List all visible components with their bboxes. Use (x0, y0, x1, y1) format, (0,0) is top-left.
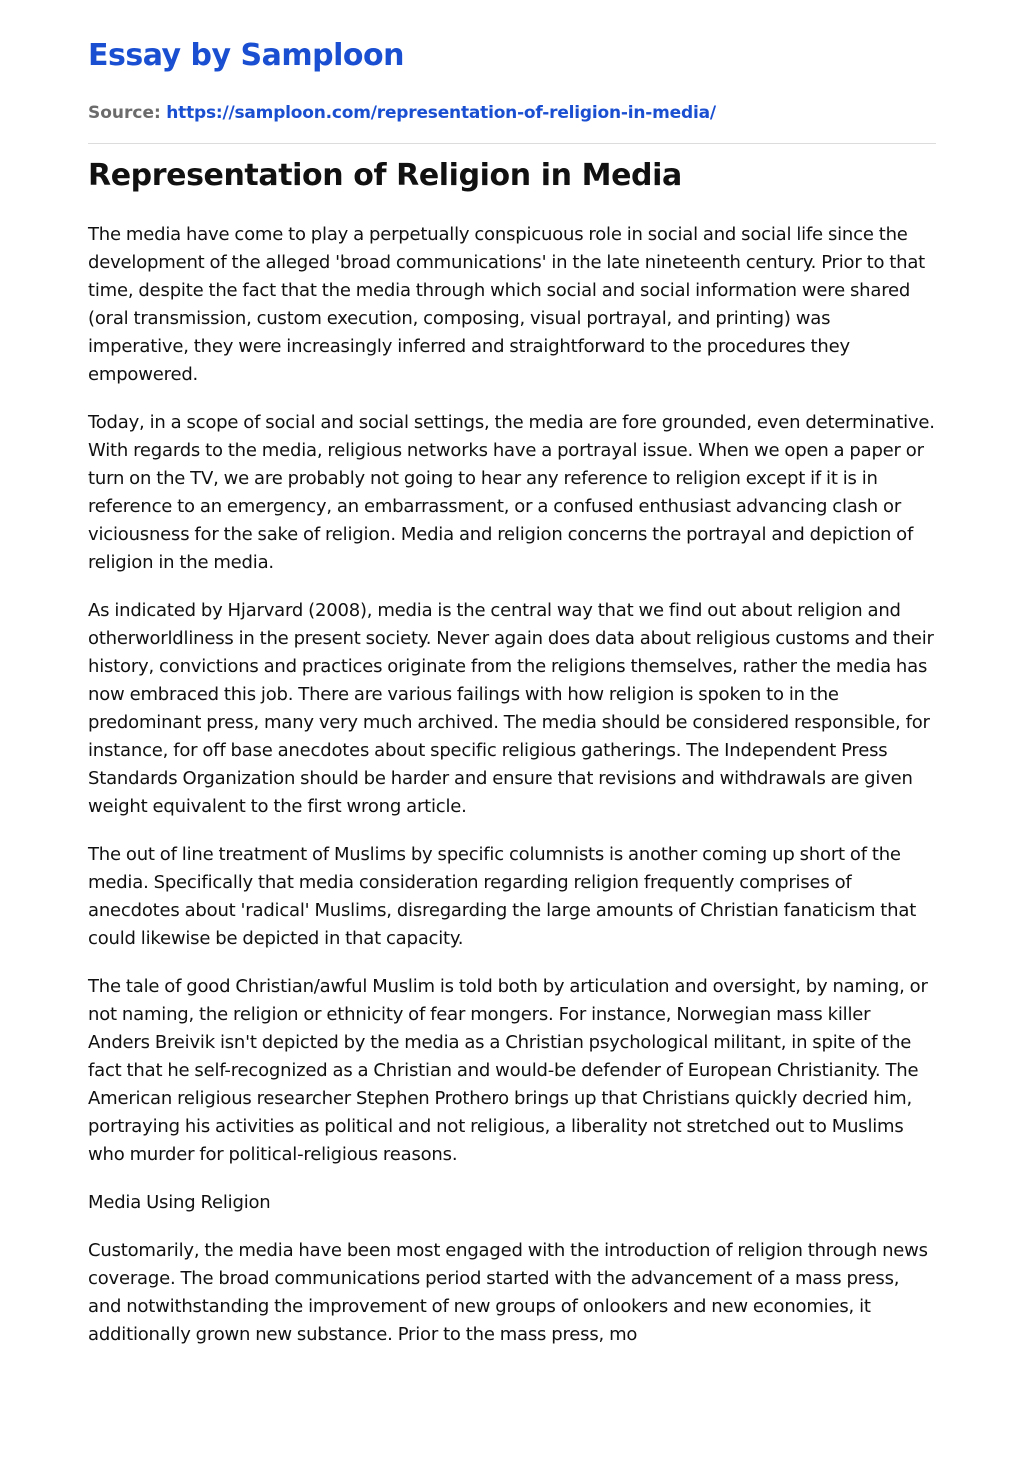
header-divider (88, 143, 936, 144)
section-subheading: Media Using Religion (88, 1192, 271, 1213)
site-brand-heading: Essay by Samploon (88, 38, 404, 73)
source-label: Source: (88, 103, 161, 123)
paragraph: As indicated by Hjarvard (2008), media is the central way that we find out about religion and otherworldliness in the present society. Never again does data about religious customs and their history, convictions and practices originate from the religions themselves, rather the media has now embraced this job. There are various failings with how religion is spoken to in the predominant press, many very much archived. The media should be considered responsible, for instance, for off base anecdotes about specific religious gatherings. The Independent Press Standards Organization should be harder and ensure that revisions and withdrawals are given weight equivalent to the first wrong article. (88, 600, 934, 817)
article-title: Representation of Religion in Media (88, 158, 682, 193)
article-body (88, 221, 936, 1369)
paragraph: Customarily, the media have been most engaged with the introduction of religion through news coverage. The broad communications period started with the advancement of a mass press, and notwithstanding the improvement of new groups of onlookers and new economies, it additionally grown new substance. Prior to the mass press, mo (88, 1240, 928, 1345)
paragraph: The media have come to play a perpetually conspicuous role in social and social life since the development of the alleged 'broad communications' in the late nineteenth century. Prior to that time, despite the fact that the media through which social and social information were shared (oral transmission, custom execution, composing, visual portrayal, and printing) was imperative, they were increasingly inferred and straightforward to the procedures they empowered. (88, 224, 926, 385)
paragraph: Today, in a scope of social and social settings, the media are fore grounded, even determinative. With regards to the media, religious networks have a portrayal issue. When we open a paper or turn on the TV, we are probably not going to hear any reference to religion except if it is in reference to an emergency, an embarrassment, or a confused enthusiast advancing clash or viciousness for the sake of religion. Media and religion concerns the portrayal and depiction of religion in the media. (88, 412, 935, 573)
source-link[interactable]: https://samploon.com/representation-of-religion-in-media/ (166, 103, 716, 123)
paragraph: The tale of good Christian/awful Muslim is told both by articulation and oversight, by naming, or not naming, the religion or ethnicity of fear mongers. For instance, Norwegian mass killer Anders Breivik isn't depicted by the media as a Christian psychological militant, in spite of the fact that he self-recognized as a Christian and would-be defender of European Christianity. The American religious researcher Stephen Prothero brings up that Christians quickly decried him, portraying his activities as political and not religious, a liberality not stretched out to Muslims who murder for political-religious reasons. (88, 976, 928, 1165)
source-line (88, 101, 716, 125)
paragraph: The out of line treatment of Muslims by specific columnists is another coming up short of the media. Specifically that media consideration regarding religion frequently comprises of anecdotes about 'radical' Muslims, disregarding the large amounts of Christian fanaticism that could likewise be depicted in that capacity. (88, 844, 917, 949)
